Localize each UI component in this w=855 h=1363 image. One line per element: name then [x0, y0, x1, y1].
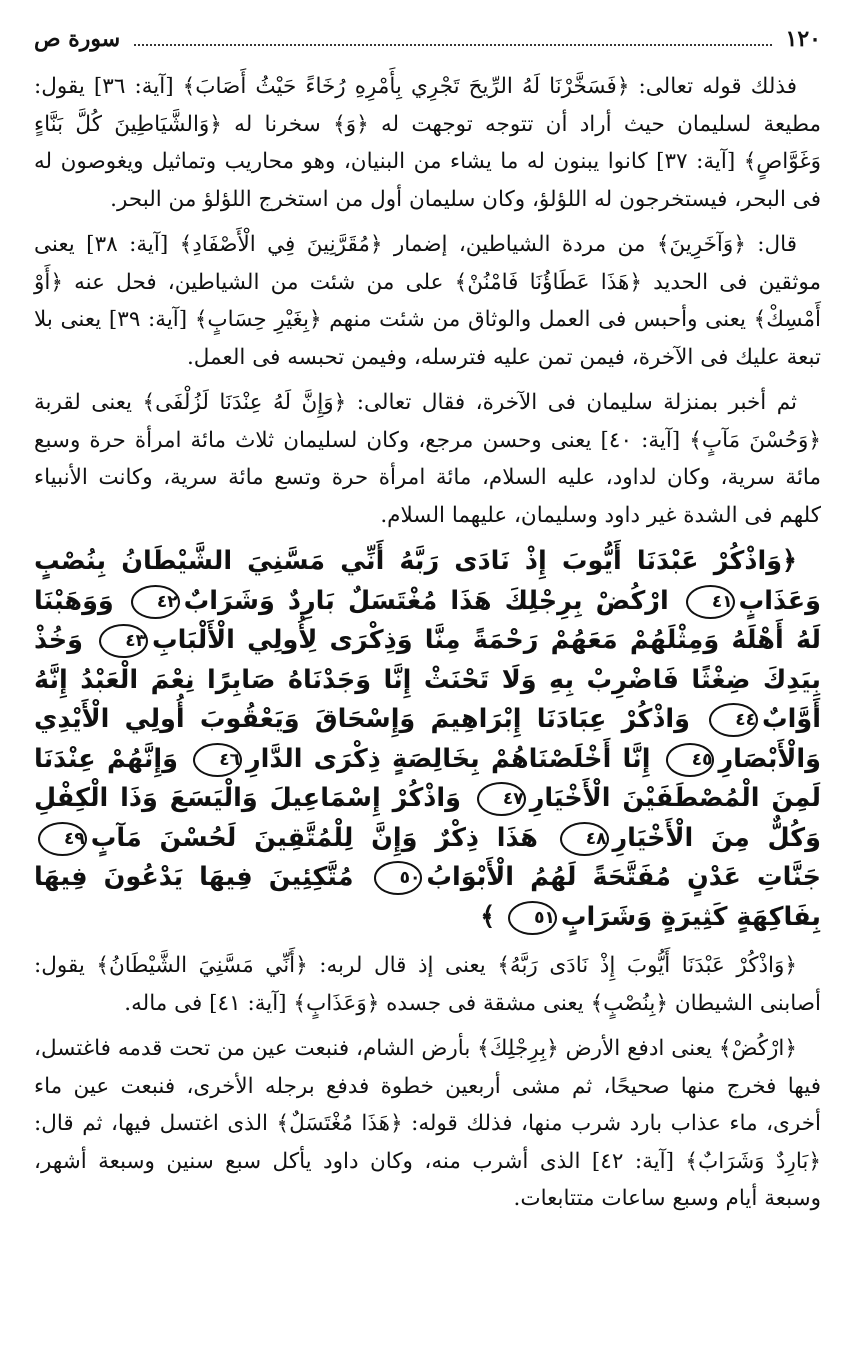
verse-text: مُتَّكِئِينَ فِيهَا يَدْعُونَ فِيهَا بِفَاكِهَةٍ كَثِيرَةٍ وَشَرَابٍ: [34, 862, 821, 932]
verse-text: ﴿وَاذْكُرْ عَبْدَنَا أَيُّوبَ إِذْ نَادَى رَبَّهُ أَنِّي مَسَّنِيَ الشَّيْطَانُ بِنُصْبٍ وَعَذَابٍ: [34, 546, 821, 616]
verse-number-marker: ٤٥: [666, 743, 715, 777]
verse-text: إِنَّا أَخْلَصْنَاهُمْ بِخَالِصَةٍ ذِكْرَى الدَّارِ: [245, 743, 651, 774]
verse-number-marker: ٤١: [686, 585, 735, 619]
verse-text: جَنَّاتِ عَدْنٍ مُفَتَّحَةً لَهُمُ الْأَبْوَابُ: [426, 862, 821, 892]
verse-number-marker: ٤٦: [193, 743, 242, 777]
commentary-paragraph-5: ﴿ارْكُضْ﴾ يعنى ادفع الأرض ﴿بِرِجْلِكَ﴾ بأرض الشام، فنبعت عين من تحت قدمه فاغتسل، فيها فخرج منها صحيحًا، ثم مشى أربعين خطوة فدفع برجله الأخرى، فنبعت عين ماء أخرى، ماء عذاب بارد شرب منها، فذلك قوله: ﴿هَذَا مُغْتَسَلٌ﴾ الذى اغتسل فيها، ثم قال: ﴿بَارِدٌ وَشَرَابٌ﴾ [آية: ٤٢] الذى أشرب منه، وكان داود يأكل سبع سنين وسبعة أشهر، وسبعة أيام وسبع ساعات متتابعات.: [34, 1036, 822, 1211]
verse-number-marker: ٤٢: [131, 585, 180, 619]
commentary-paragraph-4: ﴿وَاذْكُرْ عَبْدَنَا أَيُّوبَ إِذْ نَادَى رَبَّهُ﴾ يعنى إذ قال لربه: ﴿أَنِّي مَسَّنِيَ الشَّيْطَانُ﴾ يقول: أصابنى الشيطان ﴿بِنُصْبٍ﴾ يعنى مشقة فى جسده ﴿وَعَذَابٍ﴾ [آية: ٤١] فى ماله.: [34, 953, 821, 1016]
commentary-paragraph-2: قال: ﴿وَآخَرِينَ﴾ من مردة الشياطين، إضمار ﴿مُقَرَّنِينَ فِي الْأَصْفَادِ﴾ [آية: ٣٨] يعنى موثقين فى الحديد ﴿هَذَا عَطَاؤُنَا فَامْنُنْ﴾ على من شئت من الشياطين، فحل عنه ﴿أَوْ أَمْسِكْ﴾ يعنى وأحبس فى العمل والوثاق من شئت منهم ﴿بِغَيْرِ حِسَابٍ﴾ [آية: ٣٩] يعنى بلا تبعة عليك فى الآخرة، فيمن تمن عليه فترسله، وفيمن تحبسه فى العمل.: [34, 232, 821, 370]
verse-number-marker: ٥٠: [374, 861, 423, 895]
verse-text: وَاذْكُرْ إِسْمَاعِيلَ وَالْيَسَعَ وَذَا الْكِفْلِ وَكُلٌّ مِنَ الْأَخْيَارِ: [34, 783, 821, 853]
verse-text: هَذَا ذِكْرٌ وَإِنَّ لِلْمُتَّقِينَ لَحُسْنَ مَآبٍ: [90, 822, 538, 853]
verse-text: وَوَهَبْنَا لَهُ أَهْلَهُ وَمِثْلَهُمْ مَعَهُمْ رَحْمَةً مِنَّا وَذِكْرَى لِأُولِي الْأَلْبَابِ: [34, 585, 821, 655]
header-dot-leader: [134, 30, 771, 46]
page-number: ١٢٠: [785, 26, 821, 52]
verses-closing-bracket: ﴾: [480, 901, 496, 932]
quran-verses-block: [34, 542, 821, 937]
verse-number-marker: ٤٨: [560, 822, 609, 856]
verse-text: وَخُذْ بِيَدِكَ ضِغْثًا فَاضْرِبْ بِهِ وَلَا تَحْنَثْ إِنَّا وَجَدْنَاهُ صَابِرًا نِعْمَ الْعَبْدُ إِنَّهُ أَوَّابٌ: [34, 625, 821, 734]
verse-number-marker: ٤٣: [99, 624, 148, 658]
verse-text: وَإِنَّهُمْ عِنْدَنَا لَمِنَ الْمُصْطَفَيْنَ الْأَخْيَارِ: [34, 743, 821, 813]
verse-number-marker: ٤٧: [477, 782, 526, 816]
commentary-paragraph-1: فذلك قوله تعالى: ﴿فَسَخَّرْنَا لَهُ الرِّيحَ تَجْرِي بِأَمْرِهِ رُخَاءً حَيْثُ أَصَابَ﴾ [آية: ٣٦] يقول: مطيعة لسليمان حيث أراد أن تتوجه توجهت له ﴿وَ﴾ سخرنا له ﴿وَالشَّيَاطِينَ كُلَّ بَنَّاءٍ وَغَوَّاصٍ﴾ [آية: ٣٧] كانوا يبنون له ما يشاء من البنيان، وهو محاريب وتماثيل ويغوصون له فى البحر، فيستخرجون له اللؤلؤ، وكان سليمان أول من استخرج اللؤلؤ من البحر.: [34, 74, 821, 212]
surah-title: سورة ص: [34, 26, 121, 52]
verse-text: وَاذْكُرْ عِبَادَنَا إِبْرَاهِيمَ وَإِسْحَاقَ وَيَعْقُوبَ أُولِي الْأَيْدِي وَالْأَبْصَارِ: [34, 704, 821, 774]
verse-number-marker: ٤٩: [38, 822, 87, 856]
page-header: [34, 26, 821, 68]
commentary-paragraph-3: ثم أخبر بمنزلة سليمان فى الآخرة، فقال تعالى: ﴿وَإِنَّ لَهُ عِنْدَنَا لَزُلْفَى﴾ يعنى لقربة ﴿وَحُسْنَ مَآبٍ﴾ [آية: ٤٠] يعنى وحسن مرجع، وكان لسليمان ثلاث مائة امرأة حرة وسبع مائة سرية، وكان لداود، عليه السلام، مائة امرأة حرة وتسع مائة سرية، وكانت الأنبياء كلهم فى الشدة غير داود وسليمان، عليهما السلام.: [34, 390, 822, 528]
verse-number-marker: ٥١: [508, 901, 557, 935]
verse-text: ارْكُضْ بِرِجْلِكَ هَذَا مُغْتَسَلٌ بَارِدٌ وَشَرَابٌ: [183, 585, 669, 616]
verse-number-marker: ٤٤: [709, 703, 758, 737]
